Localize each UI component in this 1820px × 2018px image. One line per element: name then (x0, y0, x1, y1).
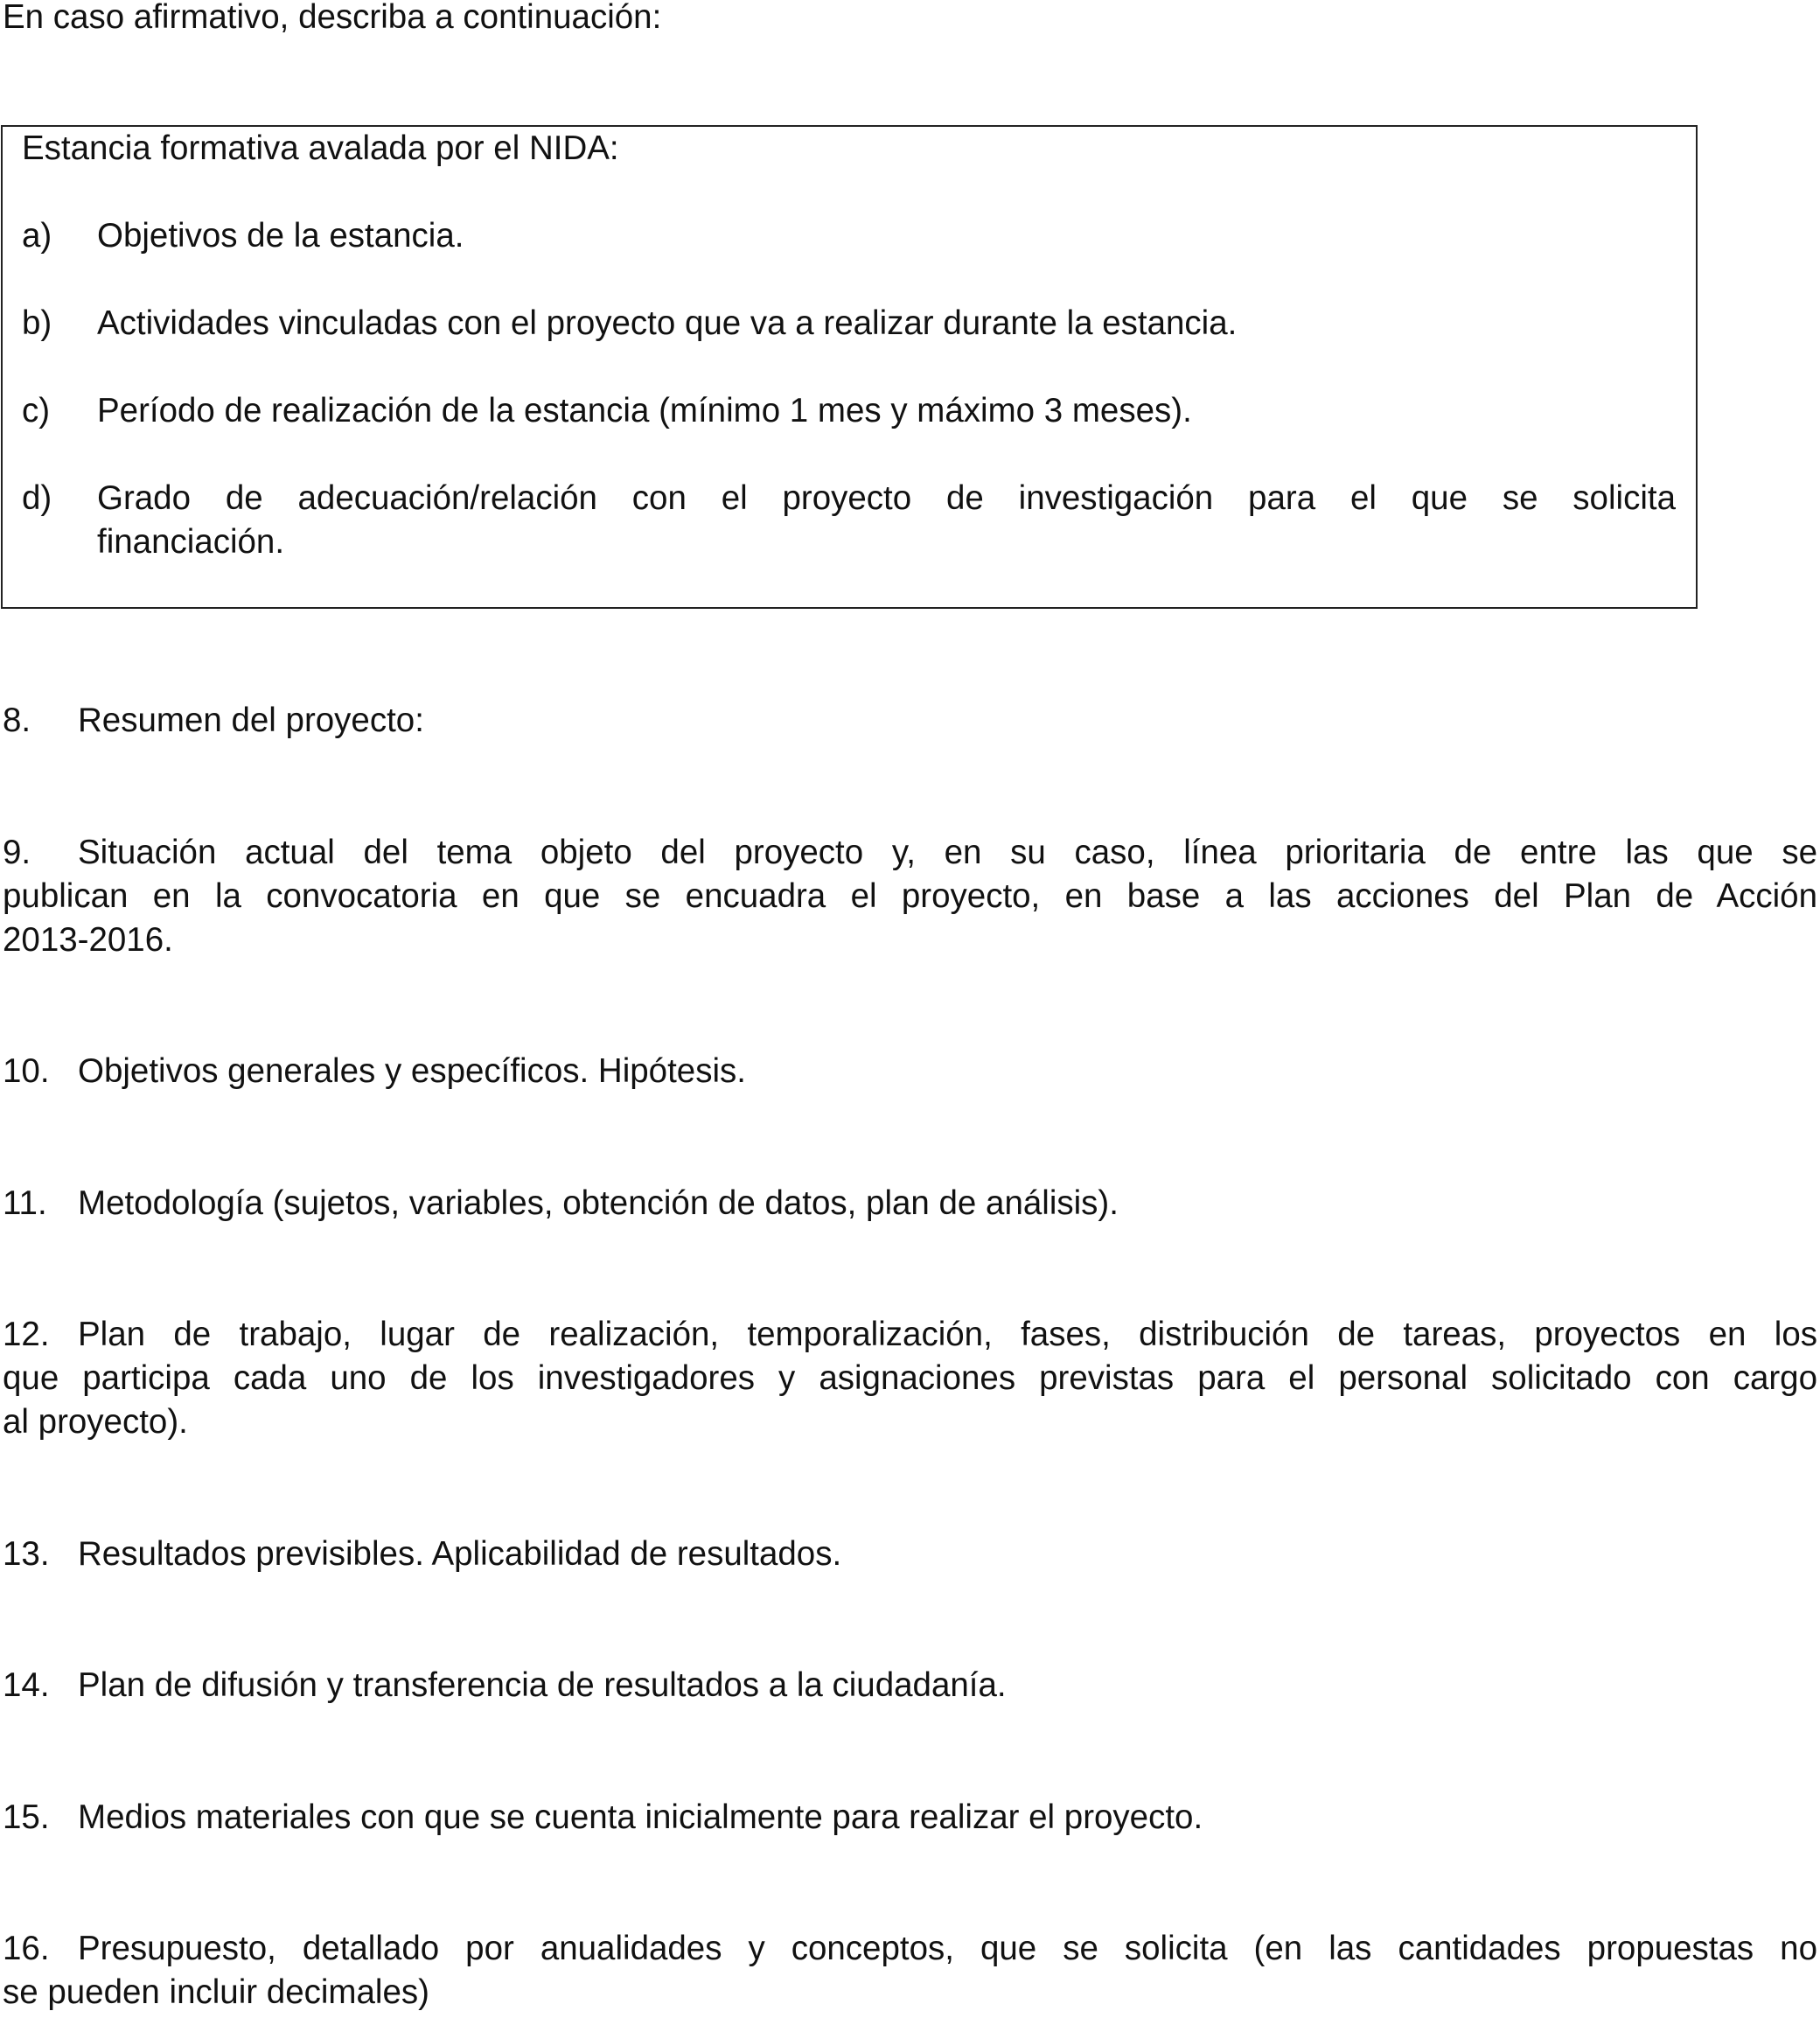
section-text: Plan de difusión y transferencia de resultados a la ciudadanía. (78, 1666, 1007, 1704)
box-title: Estancia formativa avalada por el NIDA: (22, 129, 619, 167)
section-text-continued: 2013-2016. (3, 921, 173, 959)
list-text: Actividades vinculadas con el proyecto que va a realizar durante la estancia. (97, 304, 1238, 342)
section-text: Presupuesto, detallado por anualidades y conceptos, que se solicita (en las cantidades propuestas no (78, 1930, 1817, 1967)
section-number: 10. (3, 1052, 50, 1090)
section-number: 13. (3, 1535, 50, 1573)
section-text: Objetivos generales y específicos. Hipótesis. (78, 1052, 746, 1090)
list-label: b) (22, 304, 52, 342)
section-text-continued: que participa cada uno de los investigadores y asignaciones previstas para el personal solicitado con cargo (3, 1359, 1817, 1397)
section-text-continued: se pueden incluir decimales) (3, 1973, 429, 2011)
section-number: 11. (3, 1184, 47, 1222)
section-number: 15. (3, 1798, 50, 1836)
section-text-continued: al proyecto). (3, 1403, 188, 1441)
list-item-d (22, 477, 1676, 573)
section-text: Plan de trabajo, lugar de realización, temporalización, fases, distribución de tareas, proyectos en los (78, 1316, 1817, 1353)
section-text: Metodología (sujetos, variables, obtención de datos, plan de análisis). (78, 1184, 1119, 1222)
section-number: 16. (3, 1930, 50, 1967)
section-number: 12. (3, 1316, 50, 1353)
list-text-continued: financiación. (97, 523, 285, 561)
section-number: 14. (3, 1666, 50, 1704)
list-label: c) (22, 392, 51, 429)
list-text: Grado de adecuación/relación con el proyecto de investigación para el que se solicita (97, 479, 1676, 517)
list-label: a) (22, 217, 52, 255)
section-9 (3, 831, 1817, 971)
section-text: Situación actual del tema objeto del proyecto y, en su caso, línea prioritaria de entre las que se (78, 834, 1817, 871)
section-text: Resultados previsibles. Aplicabilidad de resultados. (78, 1535, 842, 1573)
section-number: 9. (3, 834, 31, 871)
list-label: d) (22, 479, 52, 517)
list-text: Objetivos de la estancia. (97, 217, 464, 255)
section-text: Resumen del proyecto: (78, 702, 424, 739)
section-number: 8. (3, 702, 31, 739)
section-text: Medios materiales con que se cuenta inicialmente para realizar el proyecto. (78, 1798, 1203, 1836)
list-text: Período de realización de la estancia (mínimo 1 mes y máximo 3 meses). (97, 392, 1192, 429)
intro-text: En caso afirmativo, describa a continuación: (3, 0, 662, 36)
section-12 (3, 1313, 1817, 1453)
section-text-continued: publican en la convocatoria en que se encuadra el proyecto, en base a las acciones del Plan de Acción (3, 877, 1817, 915)
section-16 (3, 1927, 1817, 2018)
